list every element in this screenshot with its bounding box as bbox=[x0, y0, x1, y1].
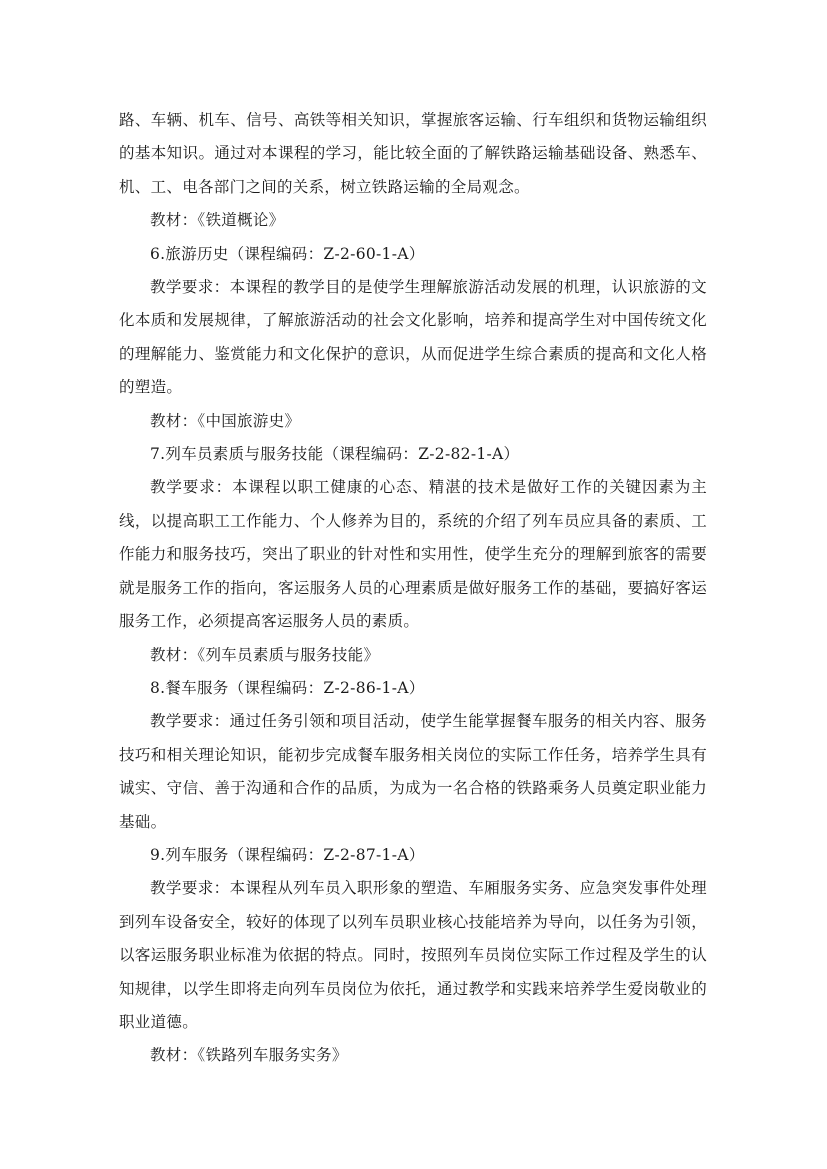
course-heading-tourism-history: 6.旅游历史（课程编码：Z-2-60-1-A） bbox=[150, 244, 425, 263]
teaching-requirements-dining-car-service: 教学要求：通过任务引领和项目活动，使学生能掌握餐车服务的相关内容、服务技巧和相关理论知识，能初步完成餐车服务相关岗位的实际工作任务，培养学生具有诚实、守信、善于沟通和合作的品质，为成为一名合格的铁路乘务人员奠定职业能力基础。 bbox=[119, 712, 707, 831]
textbook-railway-overview: 教材：《铁道概论》 bbox=[150, 211, 285, 230]
course-heading-attendant-quality: 7.列车员素质与服务技能（课程编码：Z-2-82-1-A） bbox=[150, 445, 520, 464]
textbook-railway-train-service-practice: 教材：《铁路列车服务实务》 bbox=[150, 1046, 348, 1065]
textbook-attendant-quality: 教材：《列车员素质与服务技能》 bbox=[150, 645, 380, 664]
course-heading-train-service: 9.列车服务（课程编码：Z-2-87-1-A） bbox=[150, 845, 425, 864]
teaching-requirements-tourism-history: 教学要求：本课程的教学目的是使学生理解旅游活动发展的机理，认识旅游的文化本质和发展规律，了解旅游活动的社会文化影响，培养和提高学生对中国传统文化的理解能力、鉴赏能力和文化保护的意识，从而促进学生综合素质的提高和文化人格的塑造。 bbox=[119, 278, 707, 397]
textbook-china-tourism-history: 教材：《中国旅游史》 bbox=[150, 411, 301, 430]
course-heading-dining-car-service: 8.餐车服务（课程编码：Z-2-86-1-A） bbox=[150, 678, 425, 697]
teaching-requirements-attendant-quality: 教学要求：本课程以职工健康的心态、精湛的技术是做好工作的关键因素为主线，以提高职工工作能力、个人修养为目的，系统的介绍了列车员应具备的素质、工作能力和服务技巧，突出了职业的针对性和实用性，使学生充分的理解到旅客的需要就是服务工作的指向，客运服务人员的心理素质是做好服务工作的基础，要搞好客运服务工作，必须提高客运服务人员的素质。 bbox=[119, 478, 707, 631]
paragraph-railway-intro-continued: 路、车辆、机车、信号、高铁等相关知识，掌握旅客运输、行车组织和货物运输组织的基本知识。通过对本课程的学习，能比较全面的了解铁路运输基础设备、熟悉车、机、工、电各部门之间的关系，树立铁路运输的全局观念。 bbox=[119, 111, 707, 196]
teaching-requirements-train-service: 教学要求：本课程从列车员入职形象的塑造、车厢服务实务、应急突发事件处理到列车设备安全，较好的体现了以列车员职业核心技能培养为导向，以任务为引领，以客运服务职业标准为依据的特点。同时，按照列车员岗位实际工作过程及学生的认知规律，以学生即将走向列车员岗位为依托，通过教学和实践来培养学生爱岗敬业的职业道德。 bbox=[119, 879, 707, 1031]
